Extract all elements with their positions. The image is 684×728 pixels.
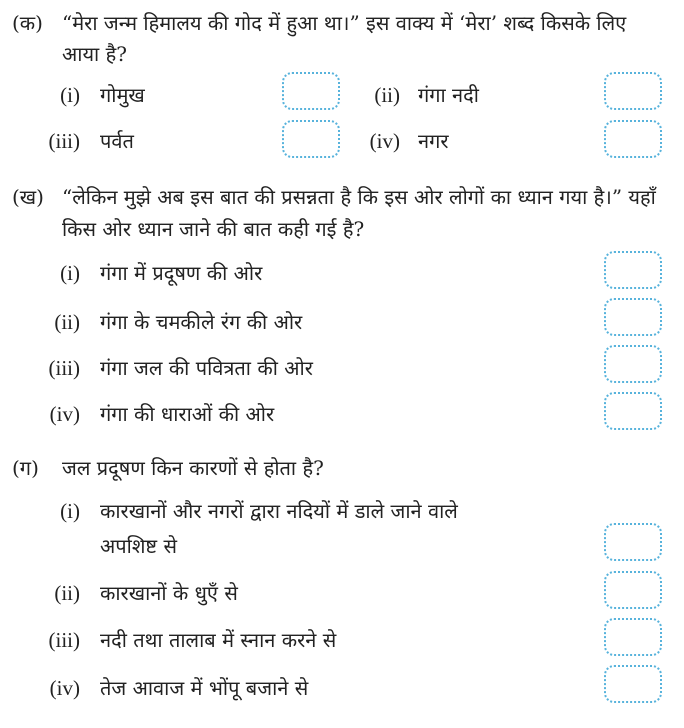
- question-text-line: “लेकिन मुझे अब इस बात की प्रसन्नता है कि इस ओर लोगों का ध्यान गया है।” यहाँ: [62, 185, 656, 209]
- answer-checkbox[interactable]: [604, 298, 662, 336]
- answer-checkbox[interactable]: [604, 618, 662, 656]
- question-label: (क): [12, 11, 43, 35]
- option-text: गोमुख: [100, 83, 145, 107]
- option-text: नदी तथा तालाब में स्नान करने से: [100, 628, 337, 652]
- question-text-line: आया है?: [62, 42, 127, 66]
- option-text: पर्वत: [100, 129, 134, 153]
- option-number: (ii): [374, 83, 400, 107]
- option-text: तेज आवाज में भोंपू बजाने से: [100, 676, 309, 700]
- answer-checkbox[interactable]: [604, 571, 662, 609]
- answer-checkbox[interactable]: [604, 72, 662, 110]
- option-number: (iii): [48, 356, 80, 380]
- option-text: गंगा के चमकीले रंग की ओर: [100, 310, 303, 334]
- option-number: (i): [60, 261, 80, 285]
- option-text: गंगा जल की पवित्रता की ओर: [100, 356, 313, 380]
- option-text: गंगा में प्रदूषण की ओर: [100, 261, 263, 285]
- option-number: (i): [60, 499, 80, 523]
- option-number: (iii): [48, 628, 80, 652]
- option-text: नगर: [418, 129, 449, 153]
- answer-checkbox[interactable]: [604, 665, 662, 703]
- option-text: कारखानों के धुएँ से: [100, 581, 238, 605]
- option-number: (ii): [54, 310, 80, 334]
- question-text-line: “मेरा जन्म हिमालय की गोद में हुआ था।” इस वाक्य में ‘मेरा’ शब्द किसके लिए: [62, 11, 627, 35]
- question-text-line: किस ओर ध्यान जाने की बात कही गई है?: [62, 217, 365, 241]
- answer-checkbox[interactable]: [604, 392, 662, 430]
- option-number: (ii): [54, 581, 80, 605]
- question-text-line: जल प्रदूषण किन कारणों से होता है?: [62, 456, 324, 480]
- option-text-line: अपशिष्ट से: [100, 534, 177, 558]
- option-number: (iii): [48, 129, 80, 153]
- answer-checkbox[interactable]: [604, 251, 662, 289]
- answer-checkbox[interactable]: [604, 345, 662, 383]
- option-text: गंगा की धाराओं की ओर: [100, 402, 275, 426]
- option-text: गंगा नदी: [418, 83, 479, 107]
- option-number: (iv): [49, 676, 80, 700]
- option-text-line: कारखानों और नगरों द्वारा नदियों में डाले जाने वाले: [100, 499, 458, 523]
- option-number: (iv): [369, 129, 400, 153]
- question-label: (ग): [12, 456, 39, 480]
- answer-checkbox[interactable]: [604, 523, 662, 561]
- answer-checkbox[interactable]: [282, 72, 340, 110]
- question-label: (ख): [12, 185, 44, 209]
- option-number: (i): [60, 83, 80, 107]
- answer-checkbox[interactable]: [282, 120, 340, 158]
- option-number: (iv): [49, 402, 80, 426]
- answer-checkbox[interactable]: [604, 120, 662, 158]
